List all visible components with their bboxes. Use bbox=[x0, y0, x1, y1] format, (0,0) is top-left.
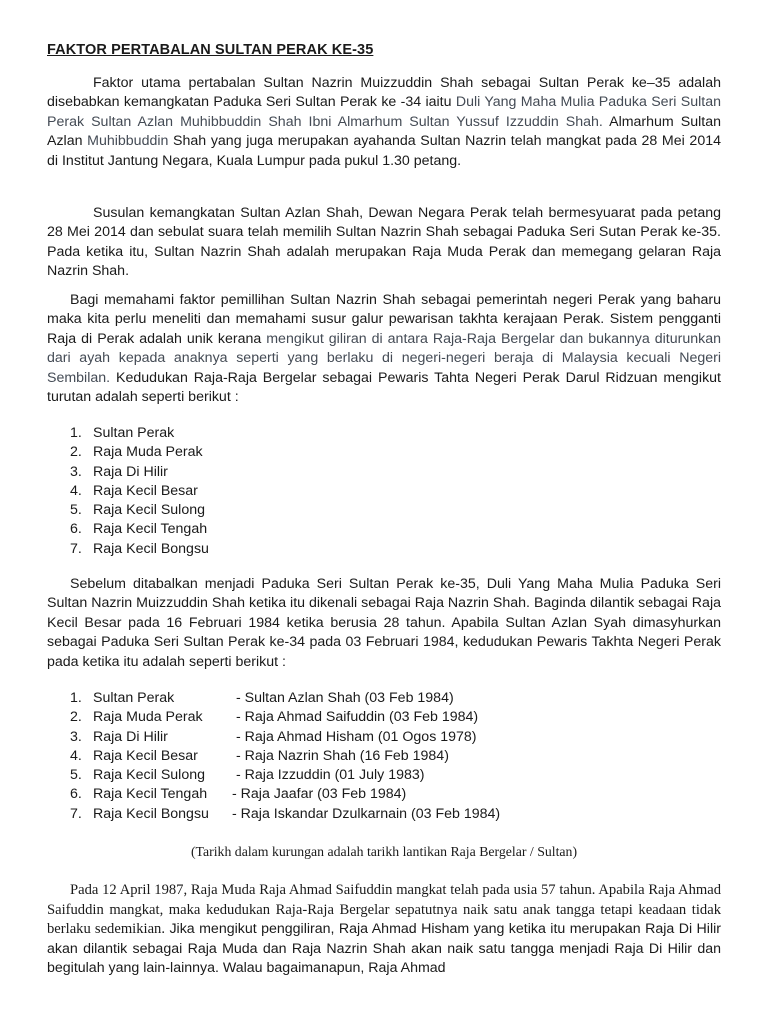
list-item bbox=[70, 766, 500, 785]
successor-holder-list bbox=[70, 689, 500, 824]
rank-title: Raja Kecil Sulong bbox=[93, 767, 205, 784]
paragraph-3 bbox=[47, 291, 721, 407]
list-number: 4. bbox=[70, 482, 82, 499]
paragraph-1-part-b: Duli Yang Maha Mulia Paduka Seri Sultan Perak Sultan Azlan Muhibbuddin Shah Ibni Almarhum Sultan Yussuf Izzuddin Shah. bbox=[47, 94, 721, 130]
rank-holder: - Raja Ahmad Hisham (01 Ogos 1978) bbox=[236, 728, 477, 745]
list-item bbox=[70, 520, 209, 539]
rank-holder: - Raja Nazrin Shah (16 Feb 1984) bbox=[236, 747, 449, 764]
list-number: 6. bbox=[70, 786, 82, 803]
paragraph-5-part-b: Jika mengikut penggiliran, Raja Ahmad Hisham yang ketika itu merupakan Raja Di Hilir akan dilantik sebagai Raja Muda dan Raja Nazrin Shah akan naik satu tangga menjadi Raja Di Hilir dan begitulah yang lain-lainnya. Walau bagaimanapun, Raja Ahmad bbox=[47, 921, 721, 977]
list-number: 6. bbox=[70, 521, 82, 538]
rank-title: Raja Kecil Besar bbox=[93, 482, 198, 499]
paragraph-5-part-a: Pada 12 April 1987, Raja Muda Raja Ahmad Saifuddin mangkat telah pada usia 57 tahun. Apabila Raja Ahmad Saifuddin mangkat, maka kedudukan Raja-Raja Bergelar sepatutnya naik satu anak tangga tetapi keadaan tidak berlaku sedemikian. bbox=[47, 882, 721, 938]
rank-title: Raja Kecil Tengah bbox=[93, 786, 208, 803]
date-footnote: (Tarikh dalam kurungan adalah tarikh lantikan Raja Bergelar / Sultan) bbox=[190, 844, 578, 859]
rank-title: Raja Kecil Besar bbox=[93, 747, 198, 764]
rank-title: Raja Di Hilir bbox=[93, 728, 168, 745]
paragraph-4: Sebelum ditabalkan menjadi Paduka Seri Sultan Perak ke-35, Duli Yang Maha Mulia Paduka Seri Sultan Nazrin Muizzuddin Shah ketika itu dikenali sebagai Raja Nazrin Shah. Baginda dilantik sebagai Raja Kecil Besar pada 16 Februari 1984 ketika berusia 28 tahun. Apabila Sultan Azlan Syah dimasyhurkan sebagai Paduka Seri Sultan Perak ke-34 pada 03 Februari 1984, kedudukan Pewaris Takhta Negeri Perak pada ketika itu adalah seperti berikut : bbox=[47, 576, 721, 670]
successor-rank-list bbox=[70, 424, 209, 559]
rank-holder: - Sultan Azlan Shah (03 Feb 1984) bbox=[236, 690, 454, 706]
paragraph-1 bbox=[47, 74, 721, 171]
rank-title: Raja Kecil Sulong bbox=[93, 502, 205, 519]
rank-holder: - Raja Ahmad Saifuddin (03 Feb 1984) bbox=[236, 709, 479, 726]
list-number: 7. bbox=[70, 540, 82, 557]
paragraph-3-part-c: Kedudukan Raja-Raja Bergelar sebagai Pewaris Tahta Negeri Perak Darul Ridzuan mengikut turutan adalah seperti berikut : bbox=[47, 369, 721, 406]
rank-title: Sultan Perak bbox=[93, 425, 175, 441]
rank-title: Raja Muda Perak bbox=[93, 444, 203, 461]
list-item bbox=[70, 785, 500, 804]
list-number: 7. bbox=[70, 805, 82, 822]
rank-title: Raja Di Hilir bbox=[93, 463, 168, 480]
rank-title: Sultan Perak bbox=[93, 690, 175, 706]
rank-holder: - Raja Izzuddin (01 July 1983) bbox=[236, 767, 425, 784]
paragraph-1-part-c: Almarhum Sultan Azlan bbox=[47, 113, 722, 150]
list-number: 1. bbox=[70, 690, 82, 706]
list-number: 2. bbox=[70, 444, 82, 461]
list-number: 5. bbox=[70, 767, 82, 784]
rank-title: Raja Muda Perak bbox=[93, 709, 203, 726]
paragraph-3-part-a: Bagi memahami faktor pemillihan Sultan Nazrin Shah sebagai pemerintah negeri Perak yang baharu maka kita perlu meneliti dan memahami susur galur pewarisan takhta kerajaan Perak. Sistem pengganti Raja di Perak adalah unik kerana bbox=[47, 292, 721, 347]
list-number: 3. bbox=[70, 728, 82, 745]
paragraph-1-part-a: Faktor utama pertabalan Sultan Nazrin Muizzuddin Shah sebagai Sultan Perak ke–35 adalah disebabkan kemangkatan Paduka Seri Sultan Perak ke -34 iaitu bbox=[47, 75, 721, 111]
rank-holder: - Raja Iskandar Dzulkarnain (03 Feb 1984) bbox=[232, 805, 501, 822]
paragraph-5 bbox=[47, 881, 721, 979]
list-item bbox=[70, 540, 209, 559]
list-number: 1. bbox=[70, 425, 82, 441]
rank-holder: - Raja Jaafar (03 Feb 1984) bbox=[232, 786, 407, 803]
list-item bbox=[70, 501, 209, 520]
list-number: 3. bbox=[70, 463, 82, 480]
rank-title: Raja Kecil Bongsu bbox=[93, 805, 209, 822]
list-item bbox=[70, 747, 500, 766]
list-number: 4. bbox=[70, 747, 82, 764]
list-item bbox=[70, 689, 500, 708]
list-item bbox=[70, 728, 500, 747]
list-number: 5. bbox=[70, 502, 82, 519]
list-item bbox=[70, 463, 209, 482]
paragraph-1-part-e: Shah yang juga merupakan ayahanda Sultan Nazrin telah mangkat pada 28 Mei 2014 di Institut Jantung Negara, Kuala Lumpur pada pukul 1.30 petang. bbox=[47, 133, 721, 169]
list-item bbox=[70, 805, 500, 824]
paragraph-1-part-d: Muhibbuddin bbox=[87, 133, 169, 150]
list-item bbox=[70, 482, 209, 501]
paragraph-3-part-b: mengikut giliran di antara Raja-Raja Bergelar dan bukannya diturunkan dari ayah kepada anaknya seperti yang berlaku di negeri-negeri beraja di Malaysia kecuali Negeri Sembilan. bbox=[47, 330, 721, 386]
list-item bbox=[70, 708, 500, 727]
list-number: 2. bbox=[70, 709, 82, 726]
rank-title: Raja Kecil Bongsu bbox=[93, 540, 209, 557]
paragraph-2: Susulan kemangkatan Sultan Azlan Shah, Dewan Negara Perak telah bermesyuarat pada petang 28 Mei 2014 dan sebulat suara telah memilih Sultan Nazrin Shah sebagai Paduka Seri Sutan Perak ke-35. Pada ketika itu, Sultan Nazrin Shah adalah merupakan Raja Muda Perak dan memegang gelaran Raja Nazrin Shah. bbox=[47, 205, 721, 280]
list-item bbox=[70, 424, 209, 443]
document-title: FAKTOR PERTABALAN SULTAN PERAK KE-35 bbox=[47, 42, 374, 58]
list-item bbox=[70, 443, 209, 462]
rank-title: Raja Kecil Tengah bbox=[93, 521, 208, 538]
